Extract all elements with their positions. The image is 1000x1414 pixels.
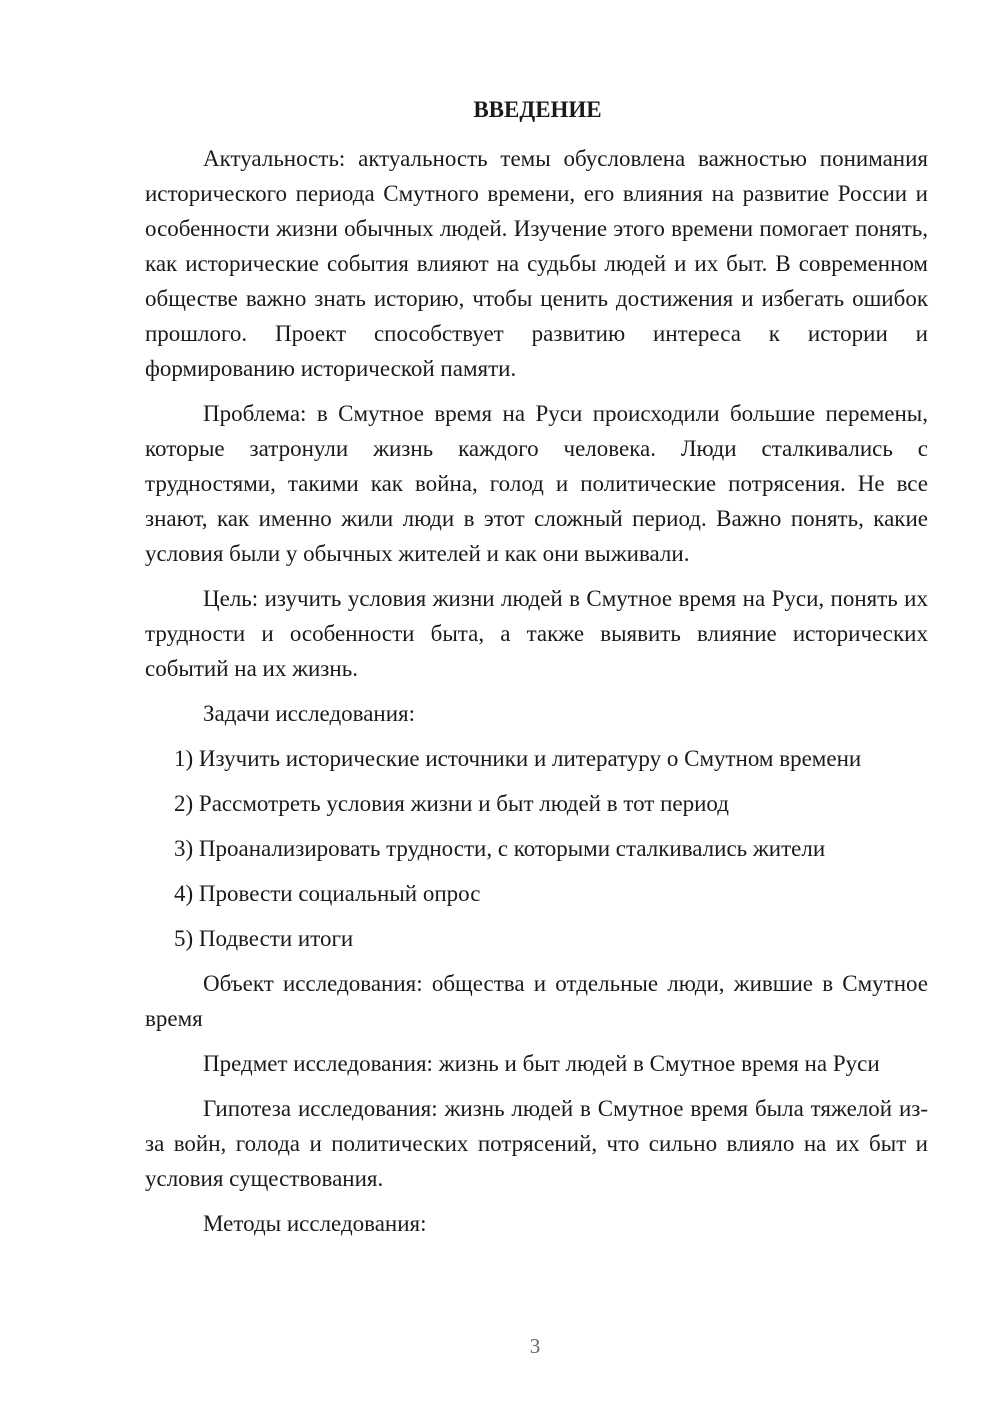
list-item: 4) Провести социальный опрос [174,881,481,906]
page-number: 3 [529,1334,541,1358]
list-item: 2) Рассмотреть условия жизни и быт людей в тот период [174,791,729,816]
task-list [145,741,928,956]
hypothesis-paragraph: Гипотеза исследования: жизнь людей в Смутное время была тяжелой из-за войн, голода и политических потрясений, что сильно влияло на их быт и условия существования. [145,1096,928,1191]
object-paragraph: Объект исследования: общества и отдельные люди, жившие в Смутное время [145,971,928,1031]
list-item: 5) Подвести итоги [174,926,354,951]
list-item: 1) Изучить исторические источники и литературу о Смутном времени [174,746,862,771]
methods-title: Методы исследования: [203,1211,427,1236]
section-heading: ВВЕДЕНИЕ [473,97,602,122]
list-item: 3) Проанализировать трудности, с которыми сталкивались жители [174,836,826,861]
relevance-paragraph: Актуальность: актуальность темы обусловлена важностью понимания исторического периода Смутного времени, его влияния на развитие России и особенности жизни обычных людей. Изучение этого времени помогает понять, как исторические события влияют на судьбы людей и их быт. В современном обществе важно знать историю, чтобы ценить достижения и избегать ошибок прошлого. Проект способствует развитию интереса к истории и формированию исторической памяти. [145,146,928,381]
document-page [145,95,928,1251]
subject-paragraph: Предмет исследования: жизнь и быт людей в Смутное время на Руси [203,1051,880,1076]
tasks-title: Задачи исследования: [203,701,416,726]
problem-paragraph: Проблема: в Смутное время на Руси происходили большие перемены, которые затронули жизнь каждого человека. Люди сталкивались с трудностями, такими как война, голод и политические потрясения. Не все знают, как именно жили люди в этот сложный период. Важно понять, какие условия были у обычных жителей и как они выживали. [145,401,928,566]
goal-paragraph: Цель: изучить условия жизни людей в Смутное время на Руси, понять их трудности и особенности быта, а также выявить влияние исторических событий на их жизнь. [145,586,928,681]
